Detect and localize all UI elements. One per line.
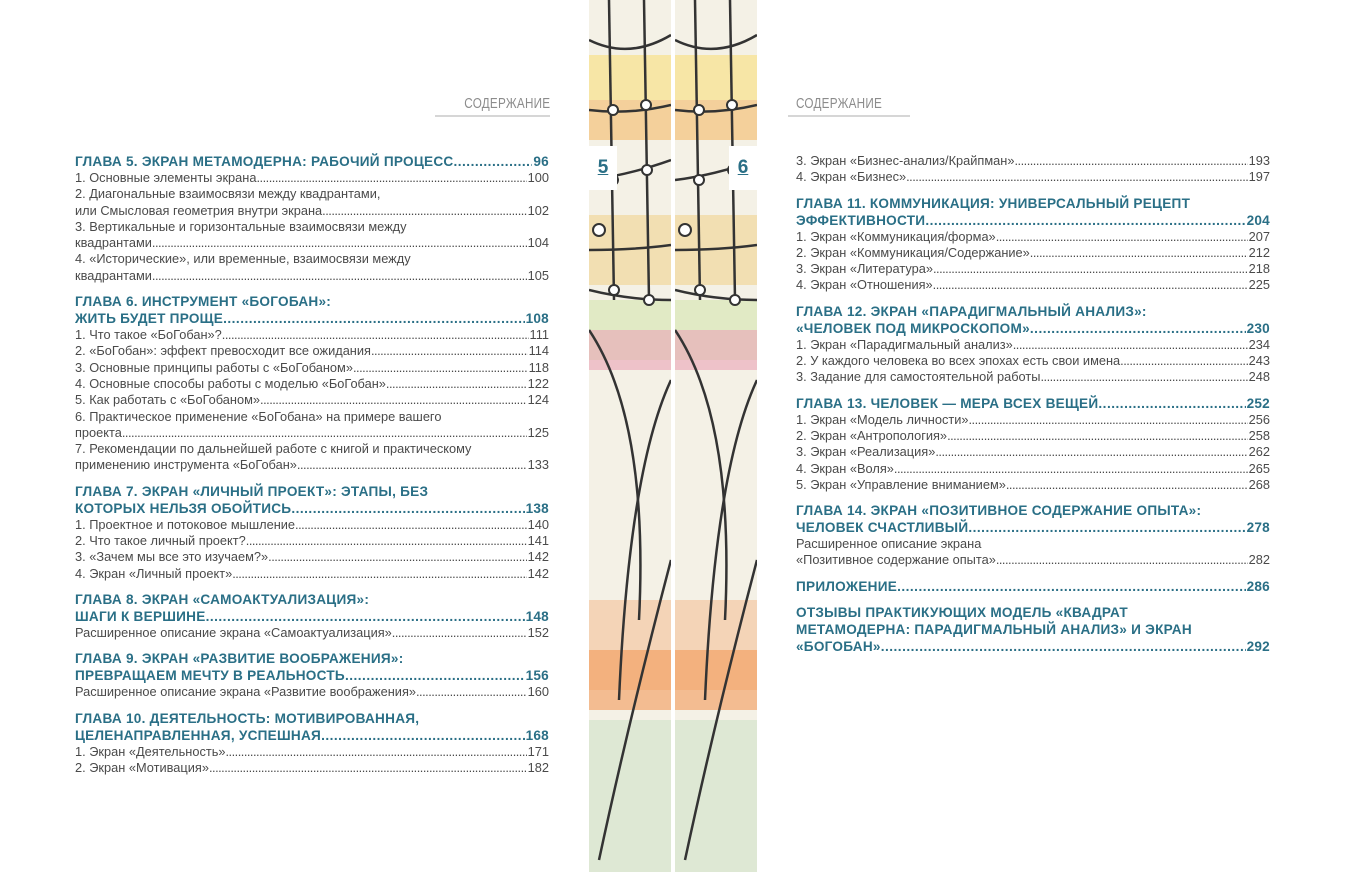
toc-entry[interactable] [75,376,549,392]
entry-text: 1. Проектное и потоковое мышление [75,516,296,532]
page-ref: 225 [1248,277,1270,293]
page-ref: 286 [1246,578,1270,594]
toc-entry[interactable] [796,153,1270,169]
page-ref: 234 [1248,336,1270,352]
entry-row [796,153,1270,169]
entry-row [75,549,549,565]
leader-dots [268,549,526,565]
page-ref: 168 [525,727,549,743]
leader-dots [297,457,527,473]
entry-row [75,625,549,641]
entry-text: 5. Экран «Управление вниманием» [796,476,1006,492]
entry-row [796,552,1270,568]
page-ref: 148 [525,608,549,624]
entry-row [75,684,549,700]
entry-row [75,744,549,760]
toc-chapter[interactable] [796,303,1270,337]
header-rule-left [435,115,550,117]
leader-dots [1040,369,1247,385]
toc-chapter[interactable] [75,153,549,170]
page-ref: 182 [527,759,549,775]
entry-row [75,268,549,284]
leader-dots [1014,153,1247,169]
leader-dots [897,578,1246,595]
page-ref: 193 [1248,153,1270,168]
entry-text: или Смысловая геометрия внутри экрана [75,202,323,218]
page-ref: 102 [527,202,549,218]
entry-row [796,277,1270,293]
entry-text: 1. Экран «Деятельность» [75,743,226,759]
chapter-title-row [75,608,549,625]
page-ref: 171 [527,743,549,759]
entry-row [796,229,1270,245]
leader-dots [881,638,1246,655]
page-ref: 256 [1248,411,1270,427]
leader-dots [1120,353,1247,369]
toc-entry[interactable] [75,760,549,776]
entry-text-line: 3. Вертикальные и горизонтальные взаимосвязи между [75,218,407,234]
entry-text: 1. Экран «Модель личности» [796,411,969,427]
toc-entry[interactable] [75,392,549,408]
chapter-title-row [75,667,549,684]
toc-entry[interactable] [796,261,1270,277]
chapter-title: ГЛАВА 13. ЧЕЛОВЕК — МЕРА ВСЕХ ВЕЩЕЙ [796,395,1099,411]
leader-dots [206,608,525,625]
chapter-title-row [796,519,1270,536]
leader-dots [1030,320,1246,337]
toc-right [796,153,1270,655]
leader-dots [933,261,1248,277]
leader-dots [225,744,526,760]
entry-text: Расширенное описание экрана «Самоактуализация» [75,624,392,640]
toc-entry[interactable] [75,186,549,219]
entry-row [796,477,1270,493]
chapter-title: ПРЕВРАЩАЕМ МЕЧТУ В РЕАЛЬНОСТЬ [75,668,345,684]
entry-text: 3. Задание для самостоятельной работы [796,369,1041,385]
toc-entry[interactable] [75,517,549,533]
chapter-title: ГЛАВА 5. ЭКРАН МЕТАМОДЕРНА: РАБОЧИЙ ПРОЦЕСС [75,154,454,169]
toc-entry[interactable] [75,684,549,700]
page-ref: 142 [527,549,549,565]
leader-dots [256,170,526,186]
toc-entry[interactable] [75,360,549,376]
entry-row [75,170,549,186]
entry-text-line: 2. Диагональные взаимосвязи между квадрантами, [75,186,381,202]
chapter-title-line: ГЛАВА 8. ЭКРАН «САМОАКТУАЛИЗАЦИЯ»: [75,591,370,607]
page-ref: 207 [1248,228,1270,244]
page-header-right: СОДЕРЖАНИЕ [796,95,883,112]
page-ref: 100 [527,170,549,185]
entry-text-line: 4. «Исторические», или временные, взаимосвязи между [75,251,411,267]
entry-row [75,343,549,359]
page-ref: 212 [1248,244,1270,260]
toc-entry[interactable] [75,219,549,252]
page-ref: 96 [533,154,549,169]
entry-text: 4. Экран «Бизнес» [796,169,907,185]
chapter-title-line: МЕТАМОДЕРНА: ПАРАДИГМАЛЬНЫЙ АНАЛИЗ» И ЭКРАН [796,621,1192,637]
entry-row [75,760,549,776]
leader-dots [933,277,1248,293]
chapter-title: ЭФФЕКТИВНОСТИ [796,212,926,228]
leader-dots [1013,337,1248,353]
page-ref: 265 [1248,460,1270,476]
page-ref: 258 [1248,427,1270,443]
leader-dots [968,412,1247,428]
entry-text: «Позитивное содержание опыта» [796,552,996,568]
entry-text-line: 6. Практическое применение «БоГобана» на примере вашего [75,408,442,424]
entry-row [796,444,1270,460]
page-ref: 111 [529,327,549,343]
leader-dots [260,392,527,408]
chapter-title-row [796,638,1270,655]
toc-entry[interactable] [796,444,1270,460]
page-ref: 160 [527,684,549,700]
toc-entry[interactable] [75,251,549,284]
spine-gap [671,0,675,872]
page-ref: 104 [527,235,549,251]
leader-dots [906,169,1248,185]
entry-text: квадрантами [75,235,152,251]
toc-entry[interactable] [75,327,549,343]
leader-dots [321,727,525,744]
page-number-tab-right [729,146,757,190]
chapter-title-line: ГЛАВА 10. ДЕЯТЕЛЬНОСТЬ: МОТИВИРОВАННАЯ, [75,710,420,726]
entry-text: 1. Что такое «БоГобан»? [75,327,222,343]
entry-text: 5. Как работать с «БоГобаном» [75,392,261,408]
chapter-title-row [75,153,549,170]
page-ref: 230 [1246,320,1270,336]
entry-text: проекта [75,424,122,440]
chapter-title-line: ГЛАВА 12. ЭКРАН «ПАРАДИГМАЛЬНЫЙ АНАЛИЗ»: [796,303,1147,319]
entry-text: 2. «БоГобан»: эффект превосходит все ожидания [75,343,371,359]
toc-entry[interactable] [75,409,549,442]
entry-row [796,245,1270,261]
entry-text: квадрантами [75,267,152,283]
entry-text: 2. У каждого человека во всех эпохах есть свои имена [796,353,1121,369]
leader-dots [291,500,524,517]
entry-text: 3. Основные принципы работы с «БоГобаном» [75,359,353,375]
leader-dots [222,327,529,343]
page-ref: 197 [1248,169,1270,185]
page-ref: 218 [1248,261,1270,277]
leader-dots [996,229,1248,245]
entry-row [75,517,549,533]
entry-text: 3. Экран «Реализация» [796,444,936,460]
leader-dots [152,235,527,251]
entry-row [796,353,1270,369]
toc-chapter[interactable] [75,710,549,744]
chapter-title-line: ГЛАВА 6. ИНСТРУМЕНТ «БОГОБАН»: [75,294,332,310]
entry-text: 4. Экран «Личный проект» [75,565,233,581]
entry-row [75,235,549,251]
leader-dots [122,425,527,441]
entry-row [75,457,549,473]
page-ref: 138 [525,500,549,516]
entry-row [75,360,549,376]
entry-row [75,425,549,441]
chapter-title-row [75,500,549,517]
page-ref: 204 [1246,212,1270,228]
toc-entry[interactable] [796,353,1270,369]
entry-row [75,376,549,392]
chapter-title-line: ГЛАВА 14. ЭКРАН «ПОЗИТИВНОЕ СОДЕРЖАНИЕ ОПЫТА»: [796,503,1202,519]
leader-dots [386,376,527,392]
entry-row [796,369,1270,385]
toc-chapter[interactable] [796,195,1270,229]
entry-row [796,428,1270,444]
entry-row [796,412,1270,428]
leader-dots [209,760,527,776]
header-rule-right [788,115,910,117]
chapter-title-row [796,320,1270,337]
leader-dots [223,310,524,327]
entry-text: 1. Основные элементы экрана [75,170,257,185]
page-ref: 122 [527,375,549,391]
page-ref: 262 [1248,444,1270,460]
leader-dots [232,566,526,582]
chapter-title: ЦЕЛЕНАПРАВЛЕННАЯ, УСПЕШНАЯ [75,727,322,743]
entry-text: 3. «Зачем мы все это изучаем?» [75,549,269,565]
toc-chapter[interactable] [796,395,1270,412]
entry-text: 1. Экран «Парадигмальный анализ» [796,336,1013,352]
chapter-title-line: ГЛАВА 9. ЭКРАН «РАЗВИТИЕ ВООБРАЖЕНИЯ»: [75,651,404,667]
leader-dots [246,533,527,549]
toc-entry[interactable] [796,337,1270,353]
entry-row [796,337,1270,353]
page-ref: 114 [528,343,549,359]
leader-dots [453,153,532,170]
page-ref: 152 [527,624,549,640]
page-ref: 124 [527,392,549,408]
entry-text: 4. Экран «Воля» [796,460,894,476]
page-ref: 278 [1246,520,1270,536]
toc-entry[interactable] [75,441,549,474]
leader-dots [1006,477,1248,493]
chapter-title: КОТОРЫХ НЕЛЬЗЯ ОБОЙТИСЬ [75,500,292,516]
entry-row [796,169,1270,185]
entry-text: 1. Экран «Коммуникация/форма» [796,228,996,244]
toc-entry[interactable] [75,170,549,186]
toc-entry[interactable] [796,536,1270,569]
spine-artwork-right [675,0,757,872]
chapter-title: ШАГИ К ВЕРШИНЕ [75,608,206,624]
toc-chapter[interactable] [796,604,1270,655]
chapter-title-row [75,727,549,744]
leader-dots [894,461,1248,477]
entry-row [75,392,549,408]
chapter-title-line: ОТЗЫВЫ ПРАКТИКУЮЩИХ МОДЕЛЬ «КВАДРАТ [796,604,1128,620]
page-ref: 108 [525,311,549,327]
leader-dots [152,268,527,284]
toc-entry[interactable] [75,343,549,359]
entry-text: 3. Экран «Бизнес-анализ/Крайпман» [796,153,1015,168]
toc-entry[interactable] [796,461,1270,477]
toc-entry[interactable] [796,169,1270,185]
entry-text: 2. Что такое личный проект? [75,533,246,549]
toc-entry[interactable] [75,744,549,760]
toc-chapter[interactable] [796,502,1270,536]
page-ref: 118 [528,359,549,375]
page-ref: 268 [1248,476,1270,492]
page-ref: 105 [527,267,549,283]
toc-chapter[interactable] [75,293,549,327]
entry-text: Расширенное описание экрана «Развитие воображения» [75,684,416,700]
toc-entry[interactable] [796,369,1270,385]
toc-entry[interactable] [796,229,1270,245]
page-ref: 141 [527,533,549,549]
entry-text: 2. Экран «Мотивация» [75,759,209,775]
chapter-title: ПРИЛОЖЕНИЕ [796,578,898,594]
entry-text: 2. Экран «Коммуникация/Содержание» [796,244,1030,260]
page-ref: 140 [527,516,549,532]
toc-entry[interactable] [75,566,549,582]
chapter-title-row [796,212,1270,229]
leader-dots [968,519,1245,536]
page-ref: 248 [1248,369,1270,385]
chapter-title-row [75,310,549,327]
toc-entry[interactable] [75,549,549,565]
entry-text-line: Расширенное описание экрана [796,536,982,552]
leader-dots [345,667,525,684]
chapter-title-line: ГЛАВА 7. ЭКРАН «ЛИЧНЫЙ ПРОЕКТ»: ЭТАПЫ, БЕЗ [75,483,429,499]
entry-text: применению инструмента «БоГобан» [75,457,297,473]
toc-chapter[interactable] [75,591,549,625]
page-ref: 252 [1246,395,1270,411]
chapter-title: «БОГОБАН» [796,638,881,654]
entry-text: 4. Основные способы работы с моделью «БоГобан» [75,375,386,391]
spine-artwork-left [589,0,671,872]
chapter-title: ЖИТЬ БУДЕТ ПРОЩЕ [75,311,224,327]
leader-dots [947,428,1248,444]
page-ref: 292 [1246,638,1270,654]
toc-entry[interactable] [796,277,1270,293]
page-header-left: СОДЕРЖАНИЕ [463,95,550,112]
page-ref: 133 [527,457,549,473]
toc-entry[interactable] [796,245,1270,261]
entry-row [75,203,549,219]
toc-entry[interactable] [75,625,549,641]
entry-text: 4. Экран «Отношения» [796,277,933,293]
page-ref: 156 [525,668,549,684]
entry-text-line: 7. Рекомендации по дальнейшей работе с книгой и практическому [75,441,472,457]
toc-chapter[interactable] [75,650,549,684]
toc-chapter[interactable] [796,578,1270,595]
page-ref: 125 [527,424,549,440]
chapter-title-row [796,578,1270,595]
leader-dots [1098,395,1245,412]
page-ref: 282 [1248,552,1270,568]
toc-entry[interactable] [796,428,1270,444]
page-ref: 142 [527,565,549,581]
chapter-title: ЧЕЛОВЕК СЧАСТЛИВЫЙ [796,520,969,536]
entry-row [75,533,549,549]
toc-entry[interactable] [796,412,1270,428]
leader-dots [996,552,1248,568]
leader-dots [1030,245,1248,261]
chapter-title: «ЧЕЛОВЕК ПОД МИКРОСКОПОМ» [796,320,1030,336]
chapter-title-line: ГЛАВА 11. КОММУНИКАЦИЯ: УНИВЕРСАЛЬНЫЙ РЕЦЕПТ [796,195,1191,211]
page-number-tab-left [589,146,617,190]
leader-dots [322,203,526,219]
page-number-right: 6 [737,157,749,178]
leader-dots [925,212,1245,229]
entry-row [75,327,549,343]
entry-text: 3. Экран «Литература» [796,261,933,277]
leader-dots [353,360,528,376]
toc-entry[interactable] [796,477,1270,493]
leader-dots [416,684,527,700]
page-ref: 243 [1248,353,1270,369]
entry-row [796,261,1270,277]
entry-row [75,566,549,582]
leader-dots [371,343,528,359]
page-number-left: 5 [597,157,609,178]
entry-row [796,461,1270,477]
leader-dots [295,517,527,533]
chapter-title-row [796,395,1270,412]
leader-dots [935,444,1247,460]
entry-text: 2. Экран «Антропология» [796,427,948,443]
toc-chapter[interactable] [75,483,549,517]
leader-dots [392,625,527,641]
toc-entry[interactable] [75,533,549,549]
toc-left [75,153,549,776]
